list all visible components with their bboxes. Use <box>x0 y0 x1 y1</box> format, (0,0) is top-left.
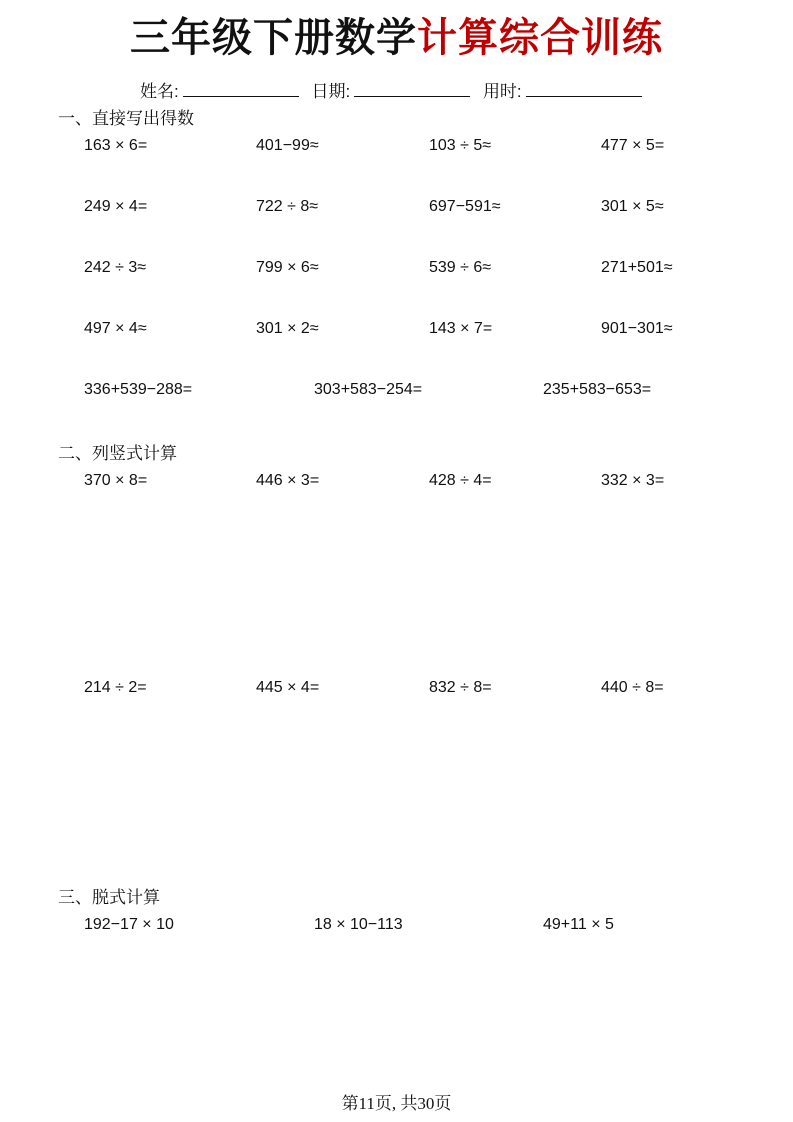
problem: 103 ÷ 5≈ <box>429 137 492 154</box>
problem: 428 ÷ 4= <box>429 472 492 489</box>
problem: 799 × 6≈ <box>256 259 319 276</box>
problem: 446 × 3= <box>256 472 320 489</box>
problem: 18 × 10−113 <box>314 916 403 933</box>
problem: 901−301≈ <box>601 320 673 337</box>
problem: 370 × 8= <box>84 472 148 489</box>
name-blank[interactable] <box>183 80 299 97</box>
section-heading-1: 一、直接写出得数 <box>58 109 194 129</box>
page-title <box>0 12 793 64</box>
problem: 271+501≈ <box>601 259 673 276</box>
page-footer: 第11页, 共30页 <box>341 1094 452 1113</box>
section-heading-3: 三、脱式计算 <box>58 888 160 908</box>
time-label: 用时: <box>482 82 522 101</box>
title-highlight: 计算综合训练 <box>417 15 663 61</box>
section-heading-2: 二、列竖式计算 <box>58 444 177 464</box>
problem: 722 ÷ 8≈ <box>256 198 319 215</box>
problem: 301 × 2≈ <box>256 320 319 337</box>
problem: 332 × 3= <box>601 472 665 489</box>
problem: 477 × 5= <box>601 137 665 154</box>
problem: 242 ÷ 3≈ <box>84 259 147 276</box>
name-label: 姓名: <box>140 82 179 101</box>
problem: 143 × 7= <box>429 320 493 337</box>
title-main: 三年级下册数学 <box>130 15 417 61</box>
date-label: 日期: <box>311 82 351 101</box>
problem: 539 ÷ 6≈ <box>429 259 492 276</box>
date-field[interactable] <box>311 80 470 103</box>
time-blank[interactable] <box>526 80 642 97</box>
name-field[interactable] <box>140 80 299 103</box>
problem: 697−591≈ <box>429 198 501 215</box>
problem: 440 ÷ 8= <box>601 679 664 696</box>
problem: 163 × 6= <box>84 137 148 154</box>
problem: 497 × 4≈ <box>84 320 147 337</box>
problem: 445 × 4= <box>256 679 320 696</box>
problem: 235+583−653= <box>543 381 652 398</box>
problem: 336+539−288= <box>84 381 193 398</box>
problem: 249 × 4= <box>84 198 148 215</box>
problem: 192−17 × 10 <box>84 916 174 933</box>
problem: 49+11 × 5 <box>543 916 614 933</box>
problem: 832 ÷ 8= <box>429 679 492 696</box>
problem: 401−99≈ <box>256 137 319 154</box>
date-blank[interactable] <box>354 80 470 97</box>
time-field[interactable] <box>483 80 642 103</box>
problem: 303+583−254= <box>314 381 423 398</box>
problem: 214 ÷ 2= <box>84 679 147 696</box>
info-line <box>140 80 650 103</box>
problem: 301 × 5≈ <box>601 198 664 215</box>
